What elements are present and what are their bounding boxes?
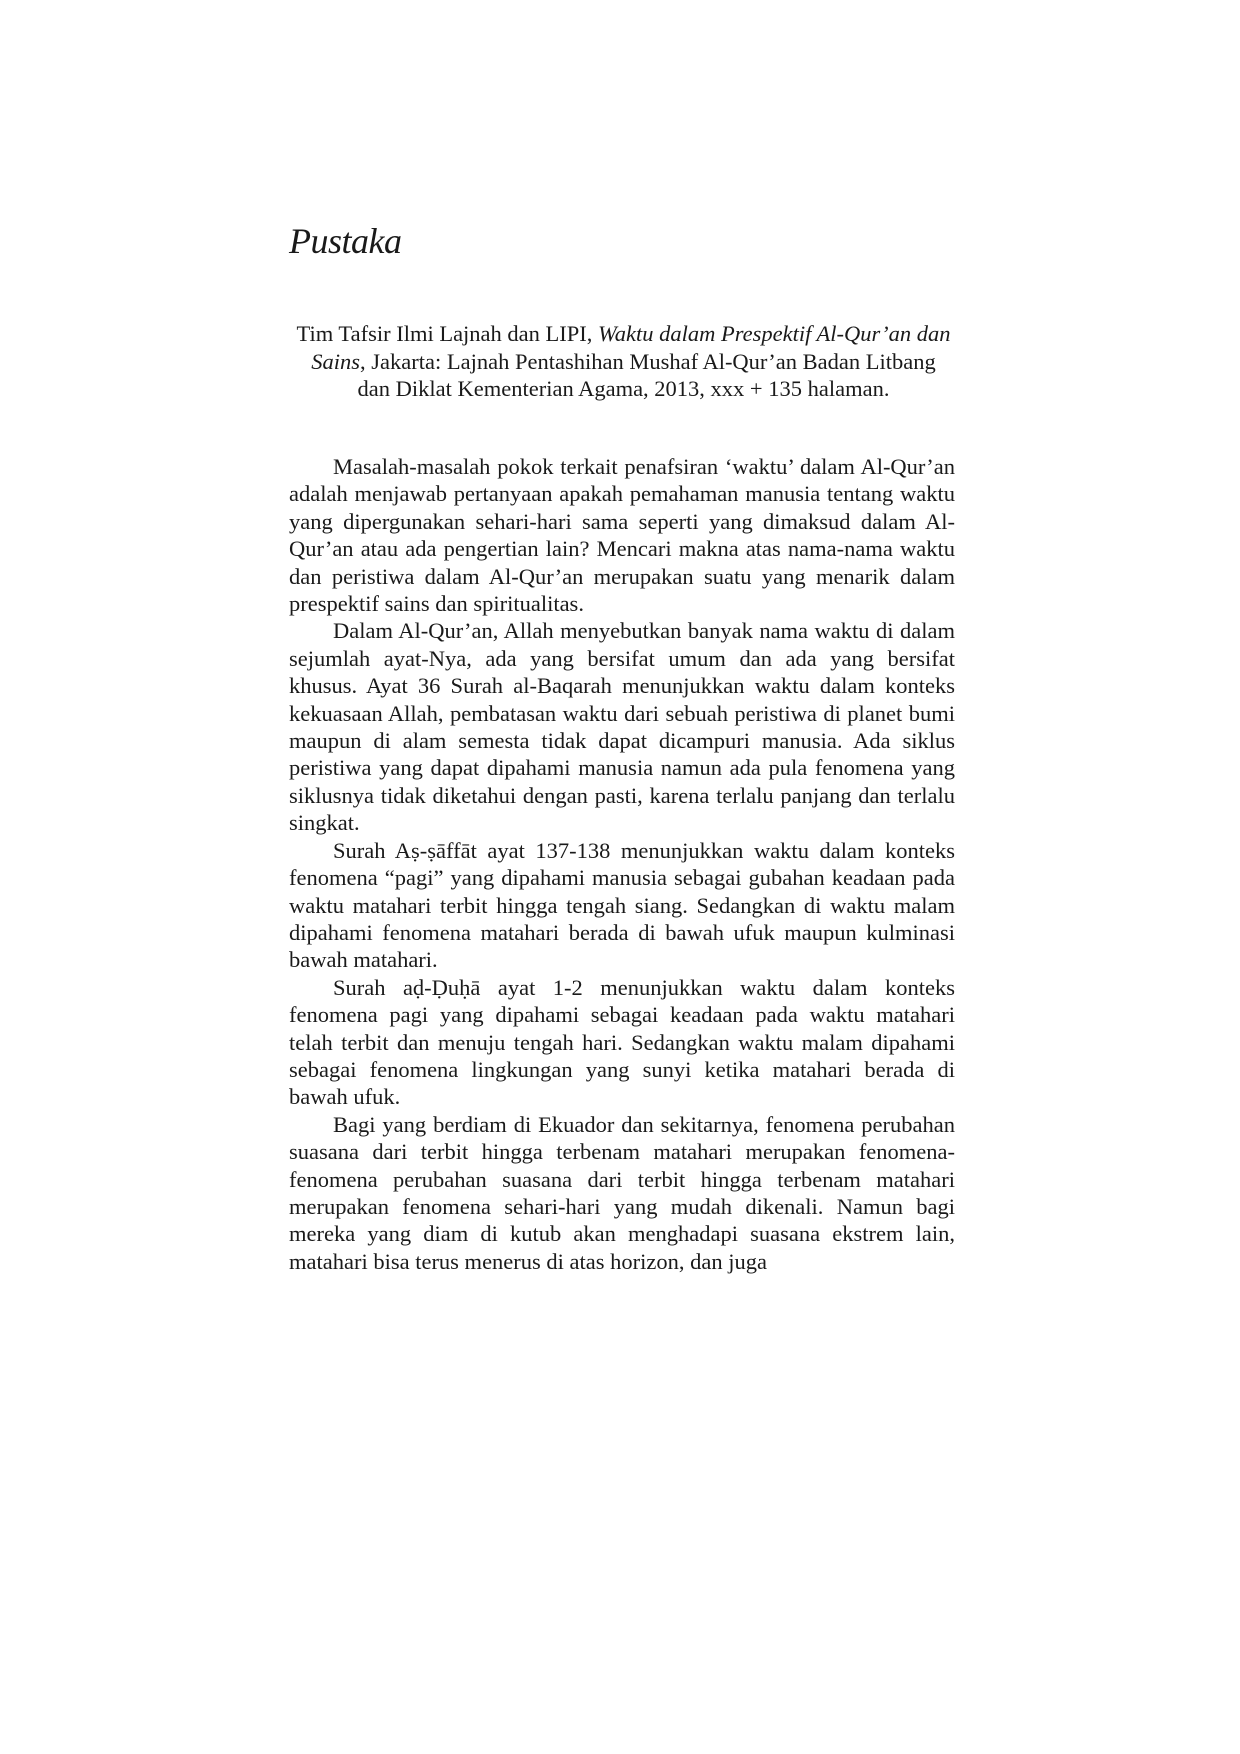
book-citation bbox=[296, 320, 951, 403]
body-paragraph-1: Masalah-masalah pokok terkait penafsiran ‘waktu’ dalam Al-Qur’an adalah menjawab pertanyaan apakah pemahaman manusia tentang waktu yang dipergunakan sehari-hari sama seperti yang dimaksud dalam Al-Qur’an atau ada pengertian lain? Mencari makna atas nama-nama waktu dan peristiwa dalam Al-Qur’an merupakan suatu yang menarik dalam prespektif sains dan spiritualitas. bbox=[289, 454, 955, 617]
citation-authors: Tim Tafsir Ilmi Lajnah dan LIPI, bbox=[296, 321, 599, 346]
body-paragraph-3: Surah Aṣ-ṣāffāt ayat 137-138 menunjukkan waktu dalam konteks fenomena “pagi” yang dipahami manusia sebagai gubahan keadaan pada waktu matahari terbit hingga tengah siang. Sedangkan di waktu malam dipahami fenomena matahari berada di bawah ufuk maupun kulminasi bawah matahari. bbox=[289, 837, 955, 973]
body-text bbox=[289, 453, 955, 1275]
body-paragraph-2: Dalam Al-Qur’an, Allah menyebutkan banyak nama waktu di dalam sejumlah ayat-Nya, ada yang bersifat umum dan ada yang bersifat khusus. Ayat 36 Surah al-Baqarah menunjukkan waktu dalam konteks kekuasaan Allah, pembatasan waktu dari sebuah peristiwa di planet bumi maupun di alam semesta tidak dapat dicampuri manusia. Ada siklus peristiwa yang dapat dipahami manusia namun ada pula fenomena yang siklusnya tidak diketahui dengan pasti, karena terlalu panjang dan terlalu singkat. bbox=[289, 618, 955, 836]
citation-book-title: Waktu dalam Prespektif Al-Qur’an dan Sains bbox=[311, 321, 951, 374]
section-heading: Pustaka bbox=[289, 221, 402, 261]
body-paragraph-4: Surah aḍ-Ḍuḥā ayat 1-2 menunjukkan waktu dalam konteks fenomena pagi yang dipahami sebagai keadaan pada waktu matahari telah terbit dan menuju tengah hari. Sedangkan waktu malam dipahami sebagai fenomena lingkungan yang sunyi ketika matahari berada di bawah ufuk. bbox=[289, 974, 955, 1110]
citation-publisher-details: , Jakarta: Lajnah Pentashihan Mushaf Al-Qur’an Badan Litbang dan Diklat Kementerian Agama, 2013, xxx + 135 halaman. bbox=[357, 348, 936, 401]
body-paragraph-5: Bagi yang berdiam di Ekuador dan sekitarnya, fenomena perubahan suasana dari terbit hingga terbenam matahari merupakan fenomena-fenomena perubahan suasana dari terbit hingga terbenam matahari merupakan fenomena sehari-hari yang mudah dikenali. Namun bagi mereka yang diam di kutub akan menghadapi suasana ekstrem lain, matahari bisa terus menerus di atas horizon, dan juga bbox=[289, 1111, 955, 1274]
